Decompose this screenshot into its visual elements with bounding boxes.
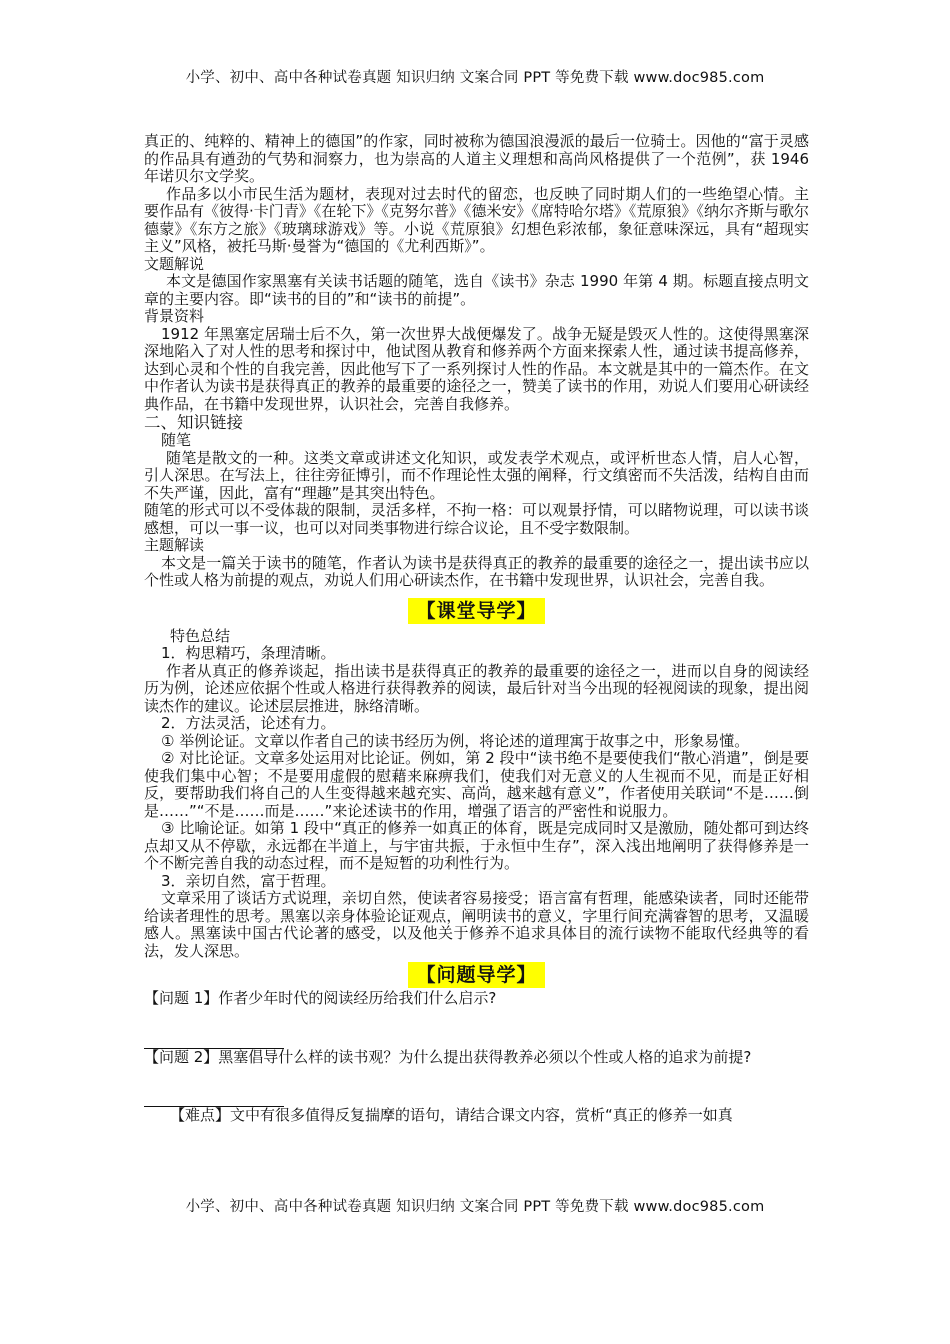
answer-line-2: [144, 1086, 284, 1107]
feature-2-contrast: ② 对比论证。文章多处运用对比论证。例如，第 2 段中“读书绝不是要使我们“散心消遣”，倒是要使我们集中心智；不是要用虚假的慰藉来麻痹我们，使我们对无意义的人生视而不见，而是正好相反，要帮助我们将自己的人生变得越来越充实、高尚，越来越有意义”，作者使用关联词“不是……倒是……”“不是……而是……”来论述读书的作用，增强了语言的严密性和说服力。: [144, 749, 809, 820]
features-heading: 特色总结: [170, 626, 231, 645]
background-text: 1912 年黑塞定居瑞士后不久，第一次世界大战便爆发了。战争无疑是毁灭人性的。这使得黑塞深深地陷入了对人性的思考和探讨中，他试图从教育和修养两个方面来探索人性，通过读书提高修养，达到心灵和个性的自我完善，因此他写下了一系列探讨人性的作品。本文就是其中的一篇杰作。在文中作者认为读书是获得真正的教养的最重要的途径之一，赞美了读书的作用，劝说人们要用心研读经典作品，在书籍中发现世界，认识社会，完善自我修养。: [144, 324, 809, 413]
feature-2-example: ① 举例论证。文章以作者自己的读书经历为例，将论述的道理寓于故事之中，形象易懂。: [161, 731, 750, 750]
feature-1-title: 1．构思精巧，条理清晰。: [161, 644, 336, 662]
theme-heading: 主题解读: [144, 536, 205, 554]
document-body: [144, 133, 809, 1125]
title-explain-text: 本文是德国作家黑塞有关读书话题的随笔，选自《读书》杂志 1990 年第 4 期。标题直接点明文章的主要内容。即“读书的目的”和“读书的前提”。: [144, 272, 809, 308]
question-guide-banner: 【问题导学】: [408, 962, 544, 988]
author-intro-para-1: 真正的、纯粹的、精神上的德国”的作家，同时被称为德国浪漫派的最后一位骑士。因他的“富于灵感的作品具有遒劲的气势和洞察力，也为崇高的人道主义理想和高尚风格提供了一个范例”，获 1946 年诺贝尔文学奖。: [144, 132, 809, 185]
knowledge-heading: 二、知识链接: [144, 413, 243, 432]
page-footer: 小学、初中、高中各种试卷真题 知识归纳 文案合同 PPT 等免费下载 www.doc985.com: [185, 1199, 765, 1215]
classroom-guide-banner-wrap: [144, 598, 809, 624]
theme-text: 本文是一篇关于读书的随笔，作者认为读书是获得真正的教养的最重要的途径之一，提出读书应以个性或人格为前提的观点，劝说人们用心研读杰作，在书籍中发现世界，认识社会，完善自我。: [144, 553, 809, 589]
feature-3-text: 文章采用了谈话方式说理，亲切自然，使读者容易接受；语言富有哲理，能感染读者，同时还能带给读者理性的思考。黑塞以亲身体验论证观点，阐明读书的意义，字里行间充满睿智的思考，又温暖感人。黑塞读中国古代论著的感受，以及他关于修养不追求具体目的流行读物不能取代经典等的看法，发人深思。: [144, 889, 809, 960]
feature-2-title: 2．方法灵活，论述有力。: [161, 714, 336, 732]
answer-line-1: [144, 1028, 284, 1049]
feature-3-title: 3．亲切自然，富于哲理。: [161, 871, 336, 890]
background-heading: 背景资料: [144, 307, 205, 325]
question-2: 【问题 2】黑塞倡导什么样的读书观？为什么提出获得教养必须以个性或人格的追求为前提?: [144, 1047, 752, 1066]
question-guide-banner-wrap: [144, 962, 809, 988]
knowledge-text-1: 随笔是散文的一种。这类文章或讲述文化知识，或发表学术观点，或评析世态人情，启人心智，引人深思。在写法上，往往旁征博引，而不作理论性太强的阐释，行文缜密而不失活泼，结构自由而不失严谨，因此，富有“理趣”是其突出特色。: [144, 448, 809, 502]
page-header: 小学、初中、高中各种试卷真题 知识归纳 文案合同 PPT 等免费下载 www.doc985.com: [185, 70, 765, 86]
difficulty-question: 【难点】文中有很多值得反复揣摩的语句，请结合课文内容，赏析“真正的修养一如真: [170, 1106, 733, 1124]
classroom-guide-banner: 【课堂导学】: [408, 598, 544, 624]
knowledge-text-2: 随笔的形式可以不受体裁的限制，灵活多样，不拘一格：可以观景抒情，可以睹物说理，可以读书谈感想，可以一事一议，也可以对同类事物进行综合议论，且不受字数限制。: [144, 501, 809, 537]
knowledge-subheading: 随笔: [161, 431, 192, 449]
feature-1-text: 作者从真正的修养谈起，指出读书是获得真正的教养的最重要的途径之一，进而以自身的阅读经历为例，论述应依据个性或人格进行获得教养的阅读，最后针对当今出现的轻视阅读的现象，提出阅读杰作的建议。论述层层推进，脉络清晰。: [144, 661, 809, 715]
author-intro-para-2: 作品多以小市民生活为题材，表现对过去时代的留恋，也反映了同时期人们的一些绝望心情。主要作品有《彼得·卡门青》《在轮下》《克努尔普》《德米安》《席特哈尔塔》《荒原狼》《纳尔齐斯与歌尔德蒙》《东方之旅》《玻璃球游戏》等。小说《荒原狼》幻想色彩浓郁，象征意味深远，具有“超现实主义”风格，被托马斯·曼誉为“德国的《尤利西斯》”。: [144, 184, 809, 255]
feature-2-metaphor: ③ 比喻论证。如第 1 段中“真正的修养一如真正的体育，既是完成同时又是激励，随处都可到达终点却又从不停歇，永远都在半道上，与宇宙共振，于永恒中生存”，深入浅出地阐明了获得修养是一个不断完善自我的动态过程，而不是短暂的功利性行为。: [144, 819, 809, 872]
title-explain-heading: 文题解说: [144, 254, 205, 273]
question-1: 【问题 1】作者少年时代的阅读经历给我们什么启示?: [144, 989, 497, 1007]
